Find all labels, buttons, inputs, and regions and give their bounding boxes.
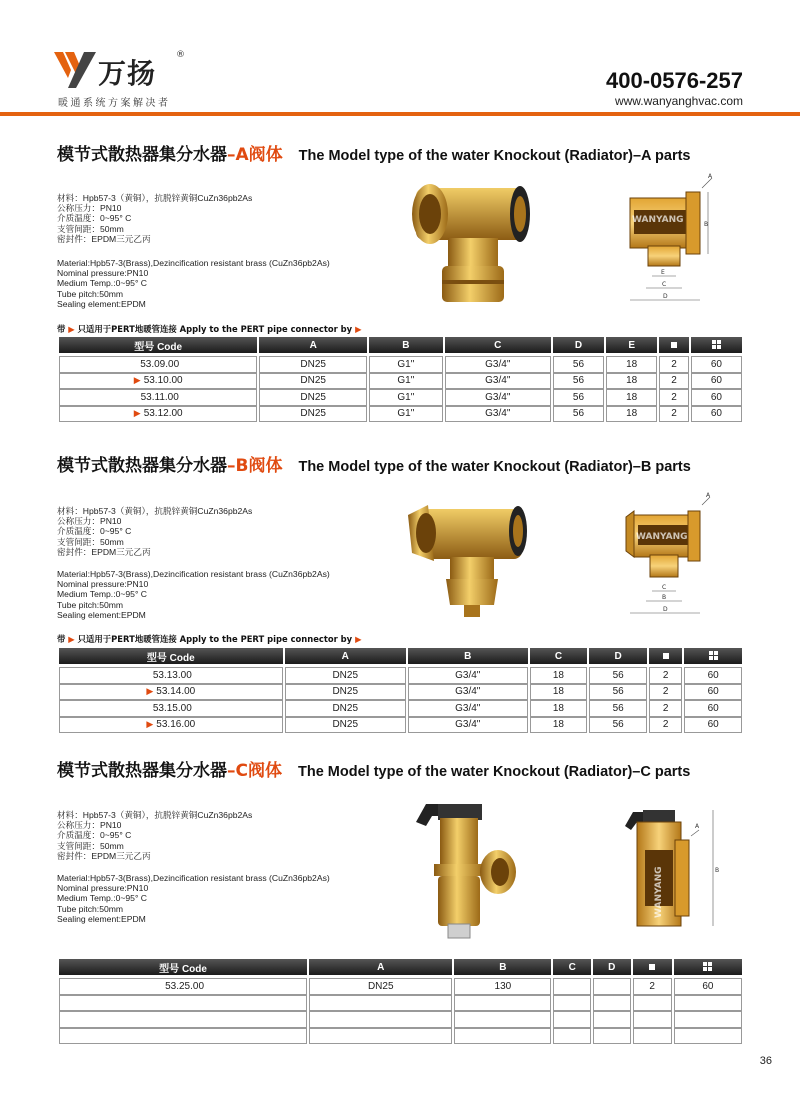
- spec-line: 公称压力：PN10: [57, 516, 122, 527]
- cell-code: [59, 667, 283, 684]
- cell: G3/4": [445, 356, 551, 373]
- cell: 60: [684, 717, 742, 734]
- brand-tagline: 暖通系统方案解决者: [58, 98, 171, 109]
- col-carton-unit: [674, 959, 742, 975]
- cell: 60: [684, 684, 742, 701]
- dim-label-e: E: [661, 269, 665, 276]
- cell: 18: [530, 667, 588, 684]
- cell-code: [59, 700, 283, 717]
- spec-en: [57, 873, 330, 924]
- table-row: [59, 667, 742, 684]
- table-row: [59, 406, 742, 423]
- title-en: The Model type of the water Knockout (Radiator)–C parts: [297, 764, 691, 780]
- code-value: 53.11.00: [140, 391, 179, 403]
- small-square-icon: [649, 964, 655, 970]
- table-row: [59, 1011, 742, 1028]
- spec-cn: [57, 193, 252, 244]
- dim-label-d: D: [663, 606, 668, 613]
- cell: 60: [674, 978, 742, 995]
- cell-code: [59, 389, 257, 406]
- product-photo-c: [412, 796, 522, 946]
- cell: 2: [659, 356, 689, 373]
- spec-line: 材料：Hpb57-3（黄铜），抗脱锌黄铜CuZn36pb2As: [57, 810, 253, 820]
- col-a: A: [285, 648, 406, 664]
- spec-line: 公称压力：PN10: [57, 820, 122, 831]
- col-a: A: [309, 959, 452, 975]
- header-divider: [0, 112, 800, 116]
- cell: [553, 1028, 591, 1045]
- table-row: [59, 978, 742, 995]
- dim-label-b: B: [715, 867, 720, 874]
- spec-line: 材料：Hpb57-3（黄铜），抗脱锌黄铜CuZn36pb2As: [57, 506, 253, 516]
- table-row: [59, 1028, 742, 1045]
- cell: DN25: [285, 700, 406, 717]
- note-prefix: 带: [57, 634, 66, 644]
- dim-label-c: C: [662, 281, 667, 288]
- row-arrow-icon: ▶: [133, 408, 141, 419]
- cell: [674, 995, 742, 1012]
- cell: [553, 995, 591, 1012]
- cell-code: [59, 995, 307, 1012]
- spec-line: Material:Hpb57-3(Brass),Dezincification resistant brass (CuZn36pb2As): [57, 873, 330, 883]
- spec-line: Nominal pressure:PN10: [57, 883, 149, 894]
- table-row: [59, 717, 742, 734]
- code-value: 53.10.00: [143, 375, 183, 387]
- col-c: C: [445, 337, 551, 353]
- cell: 60: [691, 406, 742, 423]
- watermark: WANYANG: [632, 215, 684, 225]
- cell: G3/4": [408, 700, 528, 717]
- col-d: D: [593, 959, 631, 975]
- note-cn: 只适用于PERT地暖管连接: [77, 324, 177, 334]
- table-row: [59, 700, 742, 717]
- spec-line: 密封件：EPDM三元乙丙: [57, 233, 151, 244]
- spec-line: Nominal pressure:PN10: [57, 268, 149, 279]
- cell: 60: [691, 373, 742, 390]
- col-code: 型号 Code: [59, 959, 307, 975]
- website-url[interactable]: www.wanyanghvac.com: [614, 94, 743, 108]
- spec-line: Sealing element:EPDM: [57, 913, 146, 924]
- table-row: [59, 995, 742, 1012]
- code-value: 53.12.00: [143, 408, 183, 420]
- section-b-title: [57, 451, 691, 476]
- cell: 56: [589, 684, 647, 701]
- spec-line: 介质温度：0~95° C: [57, 830, 132, 841]
- registered-mark: ®: [176, 50, 185, 60]
- spec-line: Sealing element:EPDM: [57, 298, 146, 309]
- section-c-title: [57, 756, 690, 781]
- cell: 60: [684, 700, 742, 717]
- col-e: E: [606, 337, 657, 353]
- title-en: The Model type of the water Knockout (Radiator)–A parts: [298, 148, 691, 164]
- brand-name: 万扬: [98, 57, 157, 90]
- grid-box-icon: [709, 651, 718, 660]
- technical-drawing-b: [620, 491, 720, 621]
- cell: DN25: [285, 717, 406, 734]
- cell: DN25: [259, 373, 367, 390]
- cell: 18: [606, 389, 657, 406]
- spec-line: Medium Temp.:0~95° C: [57, 893, 147, 904]
- dim-label-a: A: [708, 173, 713, 180]
- col-a: A: [259, 337, 367, 353]
- grid-box-icon: [712, 340, 721, 349]
- spec-line: Material:Hpb57-3(Brass),Dezincification resistant brass (CuZn36pb2As): [57, 258, 330, 268]
- hotline-number: 400-0576-257: [605, 68, 743, 93]
- spec-table-b: [57, 648, 744, 733]
- cell: G3/4": [445, 406, 551, 423]
- col-pack-unit: [659, 337, 689, 353]
- dim-label-b: B: [662, 594, 667, 601]
- cell: 2: [649, 717, 682, 734]
- spec-line: 介质温度：0~95° C: [57, 526, 132, 537]
- spec-line: 公称压力：PN10: [57, 203, 122, 214]
- code-value: 53.16.00: [156, 719, 196, 731]
- col-d: D: [553, 337, 604, 353]
- cell: 56: [589, 667, 647, 684]
- row-arrow-icon: ▶: [146, 719, 154, 730]
- table-header-row: [59, 959, 742, 975]
- cell: [593, 995, 631, 1012]
- cell: 56: [553, 373, 604, 390]
- code-value: 53.15.00: [152, 702, 192, 714]
- col-b: B: [408, 648, 528, 664]
- brand-mark-icon: [54, 50, 98, 90]
- cell: DN25: [259, 356, 367, 373]
- spec-line: 介质温度：0~95° C: [57, 213, 132, 224]
- cell: [309, 1011, 452, 1028]
- page-number: 36: [759, 1055, 772, 1067]
- note-cn: 只适用于PERT地暖管连接: [77, 634, 177, 644]
- arrow-right-icon: ▶: [355, 634, 362, 644]
- small-square-icon: [671, 342, 677, 348]
- col-d: D: [589, 648, 647, 664]
- col-carton-unit: [691, 337, 742, 353]
- cell: [674, 1011, 742, 1028]
- cell: [553, 1011, 591, 1028]
- cell-code: [59, 1028, 307, 1045]
- row-arrow-icon: ▶: [146, 686, 154, 697]
- note-prefix: 带: [57, 324, 66, 334]
- cell-code: [59, 978, 307, 995]
- spec-en: [57, 569, 330, 620]
- spec-line: Sealing element:EPDM: [57, 609, 146, 620]
- spec-line: 材料：Hpb57-3（黄铜），抗脱锌黄铜CuZn36pb2As: [57, 193, 253, 203]
- cell: G3/4": [445, 373, 551, 390]
- dim-label-c: C: [662, 584, 667, 591]
- col-pack-unit: [649, 648, 682, 664]
- dim-label-b: B: [704, 221, 709, 228]
- product-photo-a: [408, 176, 538, 311]
- spec-cn: [57, 810, 252, 861]
- cell: 18: [606, 406, 657, 423]
- cell: G3/4": [445, 389, 551, 406]
- cell: 56: [553, 389, 604, 406]
- note-en: Apply to the PERT pipe connector by: [179, 634, 353, 644]
- cell: [593, 978, 631, 995]
- note-en: Apply to the PERT pipe connector by: [179, 324, 353, 334]
- title-cn: 模节式散热器集分水器: [57, 145, 227, 165]
- pert-connector-note: [57, 323, 362, 335]
- arrow-right-icon: ▶: [355, 324, 362, 334]
- cell-code: [59, 356, 257, 373]
- cell: [633, 1011, 672, 1028]
- col-carton-unit: [684, 648, 742, 664]
- title-suffix: –B阀体: [227, 456, 283, 476]
- cell: [674, 1028, 742, 1045]
- spec-line: 密封件：EPDM三元乙丙: [57, 850, 151, 861]
- title-suffix: –A阀体: [227, 145, 283, 165]
- title-suffix: –C阀体: [227, 761, 282, 781]
- cell: 60: [691, 356, 742, 373]
- cell: [633, 1028, 672, 1045]
- watermark: WANYANG: [636, 532, 688, 542]
- spec-line: 支管间距：50mm: [57, 536, 124, 547]
- cell: 56: [589, 717, 647, 734]
- code-value: 53.14.00: [156, 686, 196, 698]
- cell: [309, 995, 452, 1012]
- section-a-title: [57, 140, 690, 165]
- cell: 18: [606, 356, 657, 373]
- cell: DN25: [259, 389, 367, 406]
- cell: G1": [369, 389, 443, 406]
- cell-code: [59, 717, 283, 734]
- arrow-right-icon: ▶: [68, 634, 75, 644]
- cell: 60: [684, 667, 742, 684]
- dim-label-d: D: [663, 293, 668, 300]
- page-header: [0, 0, 800, 118]
- col-code: 型号 Code: [59, 337, 257, 353]
- technical-drawing-a: [620, 170, 720, 310]
- table-row: [59, 373, 742, 390]
- cell: G3/4": [408, 717, 528, 734]
- cell: 56: [589, 700, 647, 717]
- grid-box-icon: [703, 962, 712, 971]
- spec-line: Tube pitch:50mm: [57, 903, 124, 914]
- cell: G1": [369, 356, 443, 373]
- cell: 18: [530, 684, 588, 701]
- title-en: The Model type of the water Knockout (Radiator)–B parts: [298, 459, 691, 475]
- title-cn: 模节式散热器集分水器: [57, 456, 227, 476]
- row-arrow-icon: ▶: [133, 375, 141, 386]
- spec-line: 密封件：EPDM三元乙丙: [57, 546, 151, 557]
- cell: 56: [553, 406, 604, 423]
- technical-drawing-c: [615, 800, 725, 940]
- cell: 2: [649, 684, 682, 701]
- cell: 2: [659, 406, 689, 423]
- cell: [454, 995, 551, 1012]
- cell-code: [59, 373, 257, 390]
- spec-line: Tube pitch:50mm: [57, 288, 124, 299]
- product-photo-b: [404, 501, 534, 621]
- table-header-row: [59, 648, 742, 664]
- cell: 60: [691, 389, 742, 406]
- table-row: [59, 684, 742, 701]
- cell-code: [59, 406, 257, 423]
- col-c: C: [530, 648, 588, 664]
- title-cn: 模节式散热器集分水器: [57, 761, 227, 781]
- code-value: 53.25.00: [165, 980, 205, 992]
- cell: G1": [369, 406, 443, 423]
- cell: 2: [649, 667, 682, 684]
- cell: 2: [659, 373, 689, 390]
- cell: 56: [553, 356, 604, 373]
- cell: [593, 1028, 631, 1045]
- cell: [309, 1028, 452, 1045]
- spec-line: 支管间距：50mm: [57, 840, 124, 851]
- spec-table-a: [57, 337, 744, 422]
- cell: G3/4": [408, 667, 528, 684]
- cell: 130: [454, 978, 551, 995]
- spec-line: 支管间距：50mm: [57, 223, 124, 234]
- cell: [454, 1028, 551, 1045]
- cell: G3/4": [408, 684, 528, 701]
- dim-label-a: A: [706, 492, 711, 499]
- arrow-right-icon: ▶: [68, 324, 75, 334]
- col-b: B: [454, 959, 551, 975]
- cell: [454, 1011, 551, 1028]
- col-pack-unit: [633, 959, 672, 975]
- cell: [593, 1011, 631, 1028]
- code-value: 53.13.00: [152, 669, 192, 681]
- spec-en: [57, 258, 330, 309]
- watermark: WANYANG: [654, 866, 664, 918]
- cell: 18: [530, 717, 588, 734]
- table-row: [59, 389, 742, 406]
- spec-line: Medium Temp.:0~95° C: [57, 589, 147, 600]
- cell: [553, 978, 591, 995]
- spec-line: Material:Hpb57-3(Brass),Dezincification resistant brass (CuZn36pb2As): [57, 569, 330, 579]
- cell: 2: [649, 700, 682, 717]
- col-c: C: [553, 959, 591, 975]
- cell: DN25: [285, 684, 406, 701]
- table-row: [59, 356, 742, 373]
- cell: [633, 995, 672, 1012]
- col-b: B: [369, 337, 443, 353]
- pert-connector-note: [57, 633, 362, 645]
- cell: 2: [633, 978, 672, 995]
- small-square-icon: [663, 653, 669, 659]
- cell: DN25: [309, 978, 452, 995]
- cell: DN25: [285, 667, 406, 684]
- cell: 18: [606, 373, 657, 390]
- spec-line: Tube pitch:50mm: [57, 599, 124, 610]
- cell: DN25: [259, 406, 367, 423]
- code-value: 53.09.00: [140, 358, 180, 370]
- spec-table-c: [57, 959, 744, 1044]
- spec-cn: [57, 506, 252, 557]
- cell-code: [59, 1011, 307, 1028]
- col-code: 型号 Code: [59, 648, 283, 664]
- cell: G1": [369, 373, 443, 390]
- dim-label-a: A: [695, 823, 700, 830]
- spec-line: Nominal pressure:PN10: [57, 579, 149, 590]
- spec-line: Medium Temp.:0~95° C: [57, 278, 147, 289]
- cell: 18: [530, 700, 588, 717]
- cell-code: [59, 684, 283, 701]
- cell: 2: [659, 389, 689, 406]
- brand-logo: [54, 50, 204, 109]
- table-header-row: [59, 337, 742, 353]
